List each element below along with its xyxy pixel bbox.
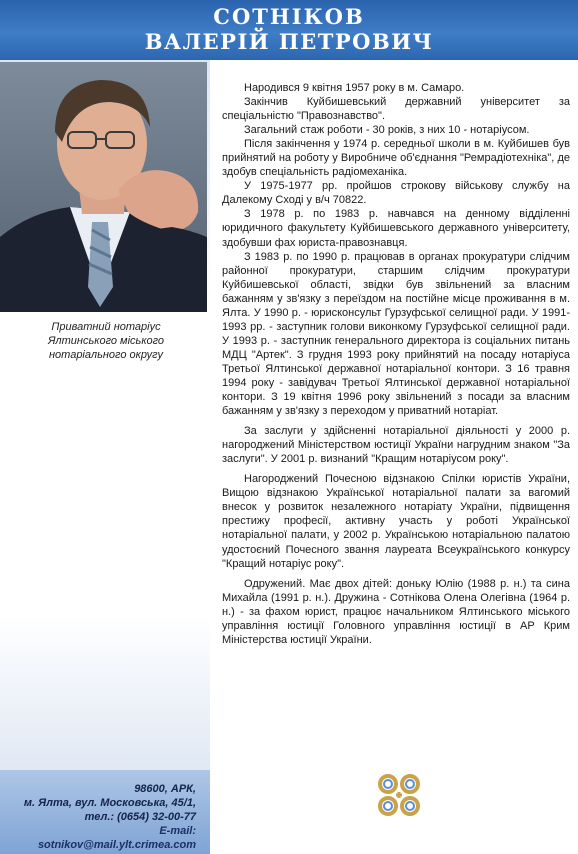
bio-paragraph: Одружений. Має двох дітей: доньку Юлію (1988 р. н.) та сина Михайла (1991 р. н.). Дружина - Сотнікова Олена Олегівна (1964 р. н.) - за фахом юрист, працює начальником Ялтинського міського управління юстиції Головного управління юстиції в АР Крим Міністерства юстиції України. [222,577,570,646]
person-surname: СОТНІКОВ [213,4,365,29]
address-email[interactable]: E-mail: sotnikov@mail.ylt.crimea.com [37,825,196,851]
person-name: ВАЛЕРІЙ ПЕТРОВИЧ [144,29,434,54]
address-phone: тел.: (0654) 32-00-77 [84,811,196,823]
bio-paragraph: Після закінчення у 1974 р. середньої школи в м. Куйбишев був прийнятий на роботу у Виробниче об'єднання "Ремрадіотехніка", де здобув спеціальність радіомеханіка. [222,138,570,179]
portrait-illustration [0,62,207,312]
caption-line: Ялтинського міського [47,335,165,347]
address-postcode: 98600, АРК, [134,783,196,795]
bio-paragraph: У 1975-1977 рр. пройшов строкову військову службу на Далекому Сході у в/ч 70822. [222,180,570,207]
bio-paragraph: Народився 9 квітня 1957 року в м. Самаро. [244,82,465,94]
bio-paragraph: Закінчив Куйбишевський державний університет за спеціальністю "Правознавство". [222,96,570,123]
bio-paragraph: З 1983 р. по 1990 р. працював в органах прокуратури слідчим районної прокуратури, старшим слідчим прокуратури Куйбишевської області, звідки був звільнений за власним бажанням у зв'язку з переїздом на постійне місце проживання в м. Ялта. У 1990 р. - юрисконсульт Гурзуфської селищної ради. У 1991-1993 рр. - заступник голови виконкому Гурзуфської селищної ради. У 1993 р. - заступник генерального директора із соціальних питань МДЦ "Артек". З грудня 1993 року прийнятий на посаду нотаріуса Третьої Ялтинської державної нотаріальної контори. З 16 травня 1994 року - завідувач Третьої Ялтинської державної нотаріальної контори. З 19 квітня 1996 року звільнений з посади за власним бажанням у зв'язку з переходом у приватний нотаріат. [222,250,570,418]
photo-caption [8,320,204,362]
address-street: м. Ялта, вул. Московська, 45/1, [23,797,196,809]
portrait-photo [0,62,207,312]
contact-address [0,770,210,854]
bio-paragraph: Загальний стаж роботи - 30 років, з них 10 - нотаріусом. [244,124,530,137]
caption-line: нотаріального округу [48,349,163,361]
bio-paragraph: Нагороджений Почесною відзнакою Спілки юристів України, Вищою відзнакою Української нотаріальної палати за вагомий внесок у розвиток незалежного нотаріату України, підвищення престижу професії, активну участь у роботі Української нотаріальної палати, у 2002 р. Українською нотаріальною палатою удостоєний Почесного звання лауреата Всеукраїнського конкурсу "Кращий нотаріус року". [222,473,570,570]
bio-paragraph: З 1978 р. по 1983 р. навчався на денному відділенні юридичного факультету Куйбишевського державного університету, здобувши фах юриста-правознавця. [222,208,570,249]
bio-paragraph: За заслуги у здійсненні нотаріальної діяльності у 2000 р. нагороджений Міністерством юстиції України нагрудним знаком "За заслуги". У 2001 р. визнаний "Кращим нотаріусом року". [222,425,570,466]
page-header [0,0,578,60]
caption-line: Приватний нотаріус [51,321,161,333]
biography-text [222,81,570,647]
notary-emblem-icon [374,770,424,820]
